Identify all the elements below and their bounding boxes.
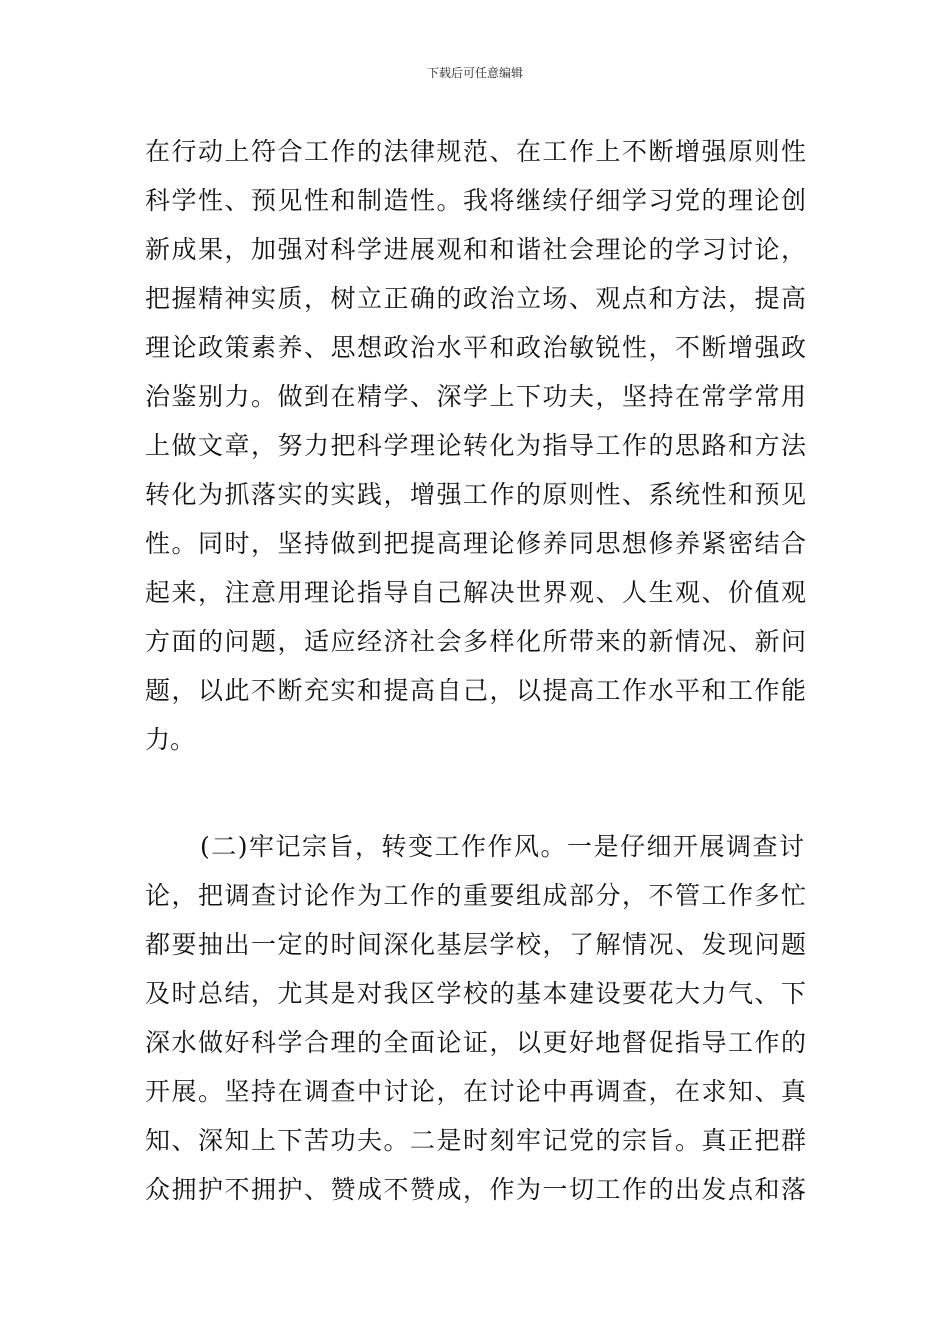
paragraph-2-line: 众拥护不拥护、赞成不赞成，作为一切工作的出发点和落 (145, 1175, 808, 1204)
paragraph-1-line: 方面的问题，适应经济社会多样化所带来的新情况、新问 (145, 627, 808, 656)
paragraph-1-line: 转化为抓落实的实践，增强工作的原则性、系统性和预见 (145, 480, 808, 509)
paragraph-1-line: 把握精神实质，树立正确的政治立场、观点和方法，提高 (145, 284, 808, 313)
paragraph-1-line: 题，以此不断充实和提高自己，以提高工作水平和工作能 (145, 676, 808, 705)
paragraph-2-line: 论，把调查讨论作为工作的重要组成部分，不管工作多忙 (145, 881, 808, 910)
paragraph-2-line: 及时总结，尤其是对我区学校的基本建设要花大力气、下 (145, 979, 808, 1008)
paragraph-1 (145, 127, 807, 764)
paragraph-2-line: 开展。坚持在调查中讨论，在讨论中再调查，在求知、真 (145, 1077, 808, 1106)
paragraph-1-line: 力。 (145, 725, 196, 754)
page-header: 下载后可任意编辑 (426, 66, 523, 80)
paragraph-1-line: 新成果，加强对科学进展观和和谐社会理论的学习讨论， (145, 235, 808, 264)
paragraph-2-line: 都要抽出一定的时间深化基层学校，了解情况、发现问题 (145, 930, 808, 959)
paragraph-1-line: 科学性、预见性和制造性。我将继续仔细学习党的理论创 (145, 186, 808, 215)
paragraph-1-line: 治鉴别力。做到在精学、深学上下功夫，坚持在常学常用 (145, 382, 808, 411)
paragraph-1-line: 在行动上符合工作的法律规范、在工作上不断增强原则性 (145, 137, 808, 166)
paragraph-2 (145, 822, 807, 1214)
paragraph-1-line: 性。同时，坚持做到把提高理论修养同思想修养紧密结合 (145, 529, 808, 558)
paragraph-2-line: 深水做好科学合理的全面论证，以更好地督促指导工作的 (145, 1028, 808, 1057)
paragraph-2-line: 知、深知上下苦功夫。二是时刻牢记党的宗旨。真正把群 (145, 1126, 808, 1155)
paragraph-1-line: 理论政策素养、思想政治水平和政治敏锐性，不断增强政 (145, 333, 808, 362)
paragraph-1-line: 起来，注意用理论指导自己解决世界观、人生观、价值观 (145, 578, 808, 607)
paragraph-2-line: (二)牢记宗旨，转变工作作风。一是仔细开展调查讨 (200, 832, 806, 861)
paragraph-1-line: 上做文章，努力把科学理论转化为指导工作的思路和方法 (145, 431, 808, 460)
